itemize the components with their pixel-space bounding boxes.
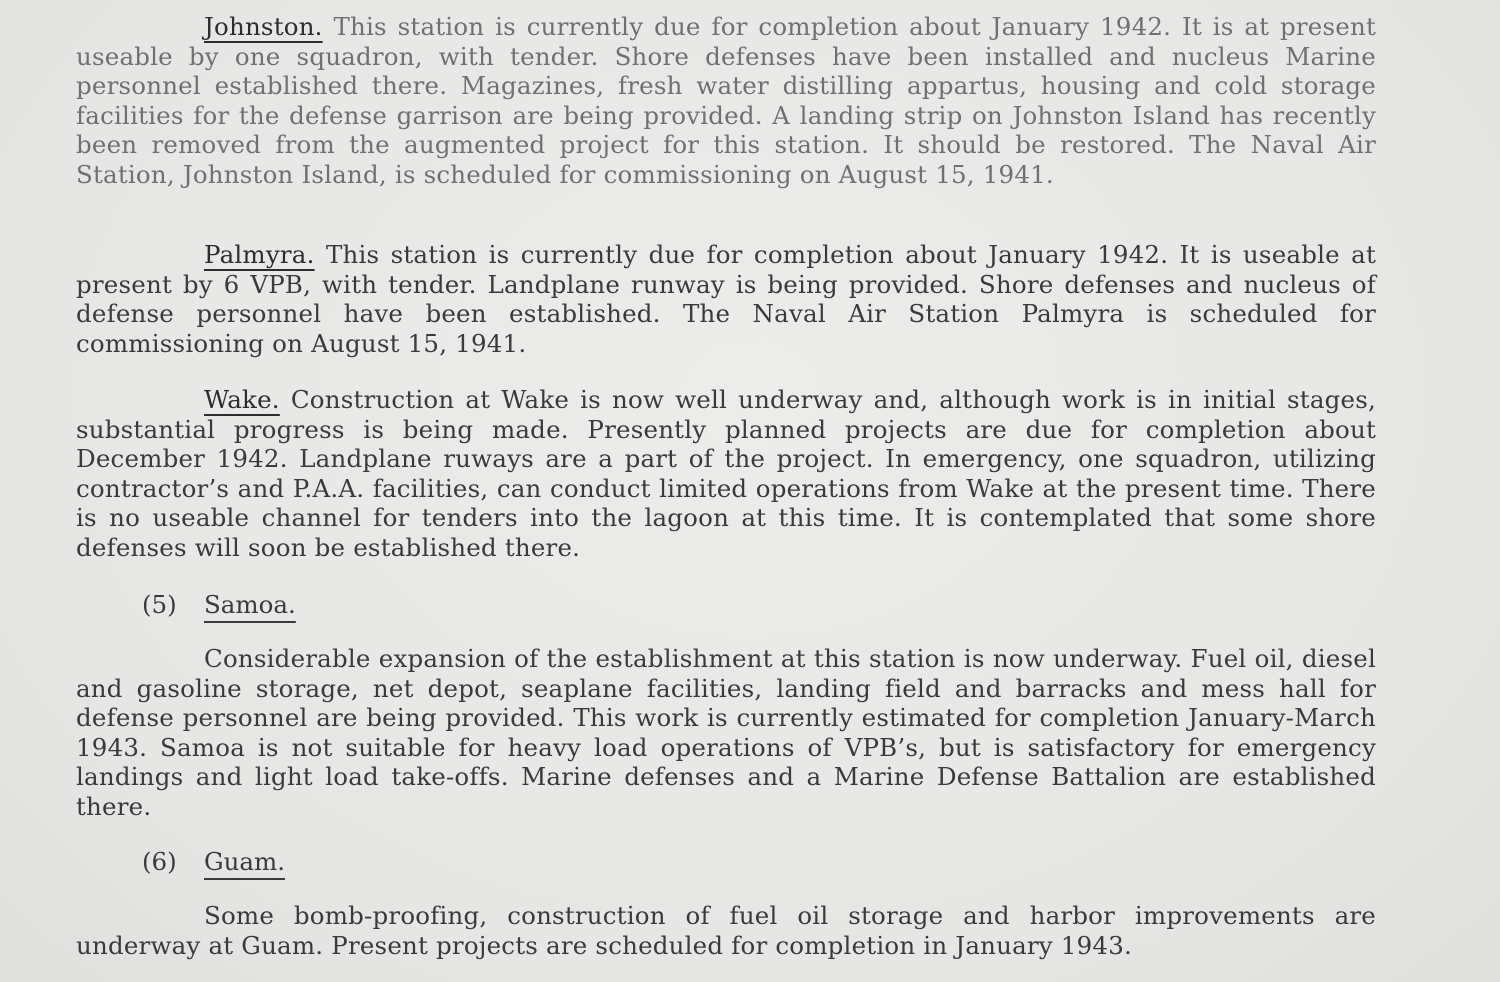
johnston-paragraph: [76, 12, 1376, 189]
samoa-paragraph: [76, 644, 1376, 821]
johnston-text: This station is currently due for completion about January 1942. It is at present useable by one squadron, with tender. Shore defenses have been installed and nucleus Marine personnel established there. Magazines, fresh water distilling appartus, housing and cold storage facilities for the defense garrison are being provided. A landing strip on Johnston Island has recently been removed from the augmented project for this station. It should be restored. The Naval Air Station, Johnston Island, is scheduled for commissioning on August 15, 1941.: [76, 12, 1376, 189]
wake-text: Construction at Wake is now well underway and, although work is in initial stages, substantial progress is being made. Presently planned projects are due for completion about December 1942. Landplane ruways are a part of the project. In emergency, one squadron, utilizing contractor’s and P.A.A. facilities, can conduct limited operations from Wake at the present time. There is no useable channel for tenders into the lagoon at this time. It is contemplated that some shore defenses will soon be established there.: [76, 385, 1376, 562]
wake-paragraph: [76, 385, 1376, 562]
guam-number: (6): [142, 847, 177, 876]
guam-section-heading: [142, 847, 285, 877]
samoa-heading: Samoa.: [204, 590, 296, 619]
guam-text: Some bomb-proofing, construction of fuel oil storage and harbor improvements are underway at Guam. Present projects are scheduled for completion in January 1943.: [76, 901, 1376, 960]
palmyra-heading: Palmyra.: [204, 240, 315, 269]
guam-paragraph: [76, 901, 1376, 960]
samoa-number: (5): [142, 590, 177, 619]
samoa-text: Considerable expansion of the establishment at this station is now underway. Fuel oil, diesel and gasoline storage, net depot, seaplane facilities, landing field and barracks and mess hall for defense personnel are being provided. This work is currently estimated for completion January-March 1943. Samoa is not suitable for heavy load operations of VPB’s, but is satisfactory for emergency landings and light load take-offs. Marine defenses and a Marine Defense Battalion are established there.: [76, 644, 1376, 821]
palmyra-paragraph: [76, 240, 1376, 358]
guam-heading: Guam.: [204, 847, 285, 876]
palmyra-text: This station is currently due for completion about January 1942. It is useable at present by 6 VPB, with tender. Landplane runway is being provided. Shore defenses and nucleus of defense personnel have been established. The Naval Air Station Palmyra is scheduled for commissioning on August 15, 1941.: [76, 240, 1376, 358]
johnston-heading: Johnston.: [204, 12, 323, 41]
samoa-section-heading: [142, 590, 296, 620]
wake-heading: Wake.: [204, 385, 280, 414]
